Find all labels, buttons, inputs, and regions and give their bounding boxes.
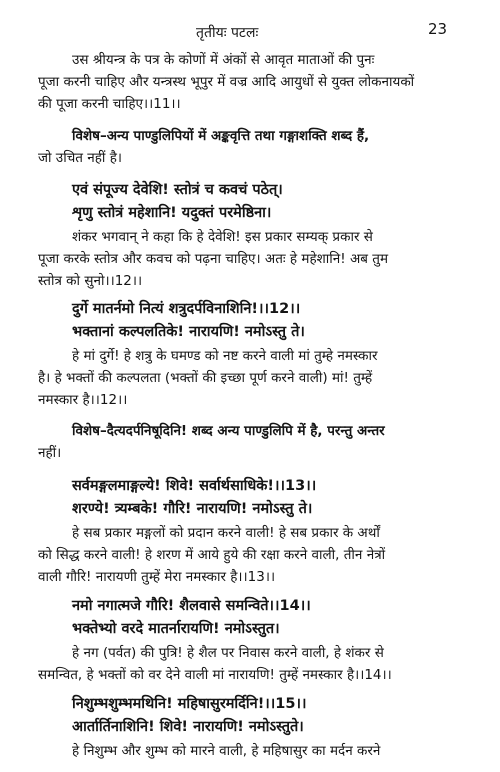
verse-line: सर्वमङ्गलमाङ्गल्ये! शिवे! सर्वार्थसाधिके!।।13।। — [72, 478, 317, 494]
verse-line: दुर्गे मातर्नमो नित्यं शत्रुदर्पविनाशिनि!।।12।। — [72, 301, 301, 317]
text-line: हे सब प्रकार मङ्गलों को प्रदान करने वाली! हे सब प्रकार के अर्थों — [72, 525, 380, 541]
text-line: हे मां दुर्गे! हे शत्रु के घमण्ड को नष्ट करने वाली मां तुम्हे नमस्कार — [72, 348, 378, 364]
note-line: विशेष–दैत्यदर्पनिषूदिनि! शब्द अन्य पाण्डुलिपि में है, परन्तु अन्तर — [72, 423, 385, 439]
verse-line: एवं संपूज्य देवेशि! स्तोत्रं च कवचं पठेत्। — [72, 182, 283, 198]
text-line: पूजा करनी चाहिए और यन्त्रस्थ भूपुर में वज्र आदि आयुधों से युक्त लोकनायकों — [38, 74, 415, 90]
note-line: विशेष–अन्य पाण्डुलिपियों में अङ्कवृत्ति तथा गङ्गाशक्ति शब्द हैं, — [72, 128, 370, 144]
verse-line: आर्तार्तिनाशिनि! शिवे! नारायणि! नमोऽस्तुते। — [72, 719, 304, 735]
text-line: वाली गौरि! नारायणी तुम्हें मेरा नमस्कार है।।13।। — [38, 569, 276, 585]
text-line: जो उचित नहीं है। — [38, 150, 122, 166]
text-line: समन्वित, हे भक्तों को वर देने वाली मां नारायणि! तुम्हें नमस्कार है।।14।। — [38, 667, 392, 683]
text-line: स्तोत्र को सुनो।।12।। — [38, 273, 143, 289]
text-line: है। हे भक्तों की कल्पलता (भक्तों की इच्छा पूर्ण करने वाली) मां! तुम्हें — [38, 370, 373, 386]
text-line: हे नग (पर्वत) की पुत्रि! हे शैल पर निवास करने वाली, हे शंकर से — [72, 645, 384, 661]
text-line: हे निशुम्भ और शुम्भ को मारने वाली, हे महिषासुर का मर्दन करने — [72, 743, 381, 759]
text-line: पूजा करके स्तोत्र और कवच को पढ़ना चाहिए। अतः हे महेशानि! अब तुम — [38, 251, 389, 267]
verse-line: भक्तेभ्यो वरदे मातर्नारायणि! नमोऽस्तुत। — [72, 621, 280, 637]
text-line: शंकर भगवान् ने कहा कि हे देवेशि! इस प्रकार सम्यक् प्रकार से — [72, 229, 373, 245]
text-line: की पूजा करनी चाहिए।।11।। — [38, 96, 181, 112]
chapter-title: तृतीयः पटलः — [196, 25, 259, 41]
verse-line: निशुम्भशुम्भमथिनि! महिषासुरमर्दिनि!।।15।। — [72, 696, 307, 712]
page-header — [0, 0, 500, 44]
text-line: नमस्कार है।।12।। — [38, 392, 128, 408]
text-line: को सिद्ध करने वाली! हे शरण में आये हुये की रक्षा करने वाली, तीन नेत्रों — [38, 547, 386, 563]
verse-line: शृणु स्तोत्रं महेशानि! यदुक्तं परमेष्ठिना। — [72, 205, 272, 221]
verse-line: नमो नगात्मजे गौरि! शैलवासे समन्विते।।14।। — [72, 598, 311, 614]
text-line: नहीं। — [38, 445, 62, 461]
verse-line: भक्तानां कल्पलतिके! नारायणि! नमोऽस्तु ते। — [72, 324, 305, 340]
page-number: 23 — [428, 20, 448, 38]
text-line: उस श्रीयन्त्र के पत्र के कोणों में अंकों से आवृत माताओं की पुनः — [72, 52, 375, 68]
verse-line: शरण्ये! त्र्यम्बके! गौरि! नारायणि! नमोऽस्तु ते। — [72, 501, 313, 517]
